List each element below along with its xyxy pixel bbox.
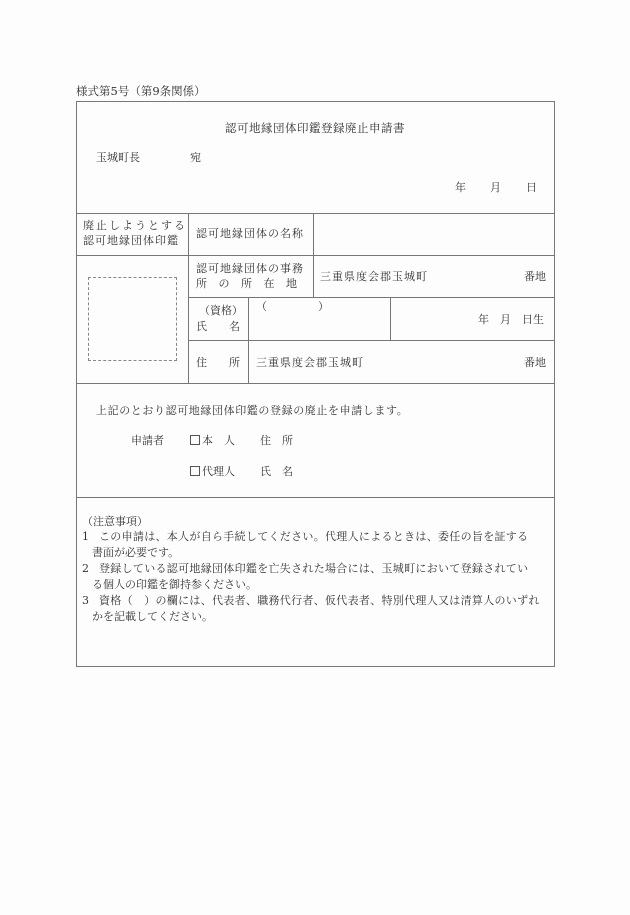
note-number: 2 (82, 562, 89, 575)
qualification-label: （資格） (199, 304, 243, 317)
checkbox-agent[interactable] (190, 466, 200, 476)
org-name-field[interactable] (320, 227, 548, 243)
office-address-field[interactable]: 三重県度会郡玉城町 (320, 270, 428, 283)
seal-label: 認可地縁団体印鑑 (83, 234, 179, 247)
address-label: 住 所 (196, 356, 240, 369)
name-field[interactable] (256, 312, 386, 336)
address-suffix: 番地 (524, 356, 546, 369)
option-self[interactable]: 本 人 (190, 434, 235, 448)
seal-label: 廃止しようとする (83, 219, 187, 232)
note-item: この申請は、本人が自ら手続してください。代理人によるときは、委任の旨を証する (99, 530, 529, 543)
applicant-name-label: 氏 名 (260, 465, 293, 478)
divider (76, 497, 555, 498)
name-label: 氏 名 (196, 320, 240, 333)
divider (390, 297, 391, 340)
date-month: 月 (490, 181, 501, 194)
applicant-label: 申請者 (131, 434, 164, 447)
note-number: 1 (82, 530, 89, 543)
applicant-address-label: 住 所 (260, 434, 293, 447)
office-address-suffix: 番地 (524, 270, 546, 283)
date-day: 日 (526, 181, 537, 194)
note-item: 書面が必要です。 (92, 546, 180, 559)
divider (76, 383, 555, 384)
divider (76, 255, 555, 256)
request-statement: 上記のとおり認可地縁団体印鑑の登録の廃止を申請します。 (96, 404, 409, 417)
form-id: 様式第5号（第9条関係） (76, 84, 206, 98)
form-title: 認可地縁団体印鑑登録廃止申請書 (225, 121, 405, 135)
note-number: 3 (82, 594, 89, 607)
notes-heading: （注意事項） (82, 515, 148, 528)
divider (188, 340, 555, 341)
divider (188, 213, 189, 383)
seal-impression-box[interactable] (88, 277, 177, 361)
birth-date-field[interactable]: 年 月 日生 (478, 313, 544, 326)
qualification-paren-open: （ (256, 300, 267, 313)
office-label: 認可地縁団体の事務 (196, 262, 304, 275)
note-item: かを記載してください。 (92, 610, 213, 623)
qualification-paren-close: ） (318, 300, 329, 313)
office-label: 所 の 所 在 地 (196, 277, 301, 290)
note-item: る個人の印鑑を御持参ください。 (92, 578, 257, 591)
addressee-honorific: 宛 (190, 151, 201, 164)
divider (188, 297, 555, 298)
option-agent[interactable]: 代理人 (190, 465, 235, 479)
addressee-name: 玉城町長 (96, 151, 140, 164)
note-item: 登録している認可地縁団体印鑑を亡失された場合には、玉城町において登録されてい (99, 562, 529, 575)
address-field[interactable]: 三重県度会郡玉城町 (256, 356, 364, 369)
note-item: 資格（ ）の欄には、代表者、職務代行者、仮代表者、特別代理人又は清算人のいずれ (99, 594, 540, 607)
checkbox-self[interactable] (190, 435, 200, 445)
date-year: 年 (455, 181, 466, 194)
divider (248, 297, 249, 383)
divider (76, 213, 555, 214)
org-name-label: 認可地縁団体の名称 (196, 227, 304, 240)
divider (313, 213, 314, 297)
